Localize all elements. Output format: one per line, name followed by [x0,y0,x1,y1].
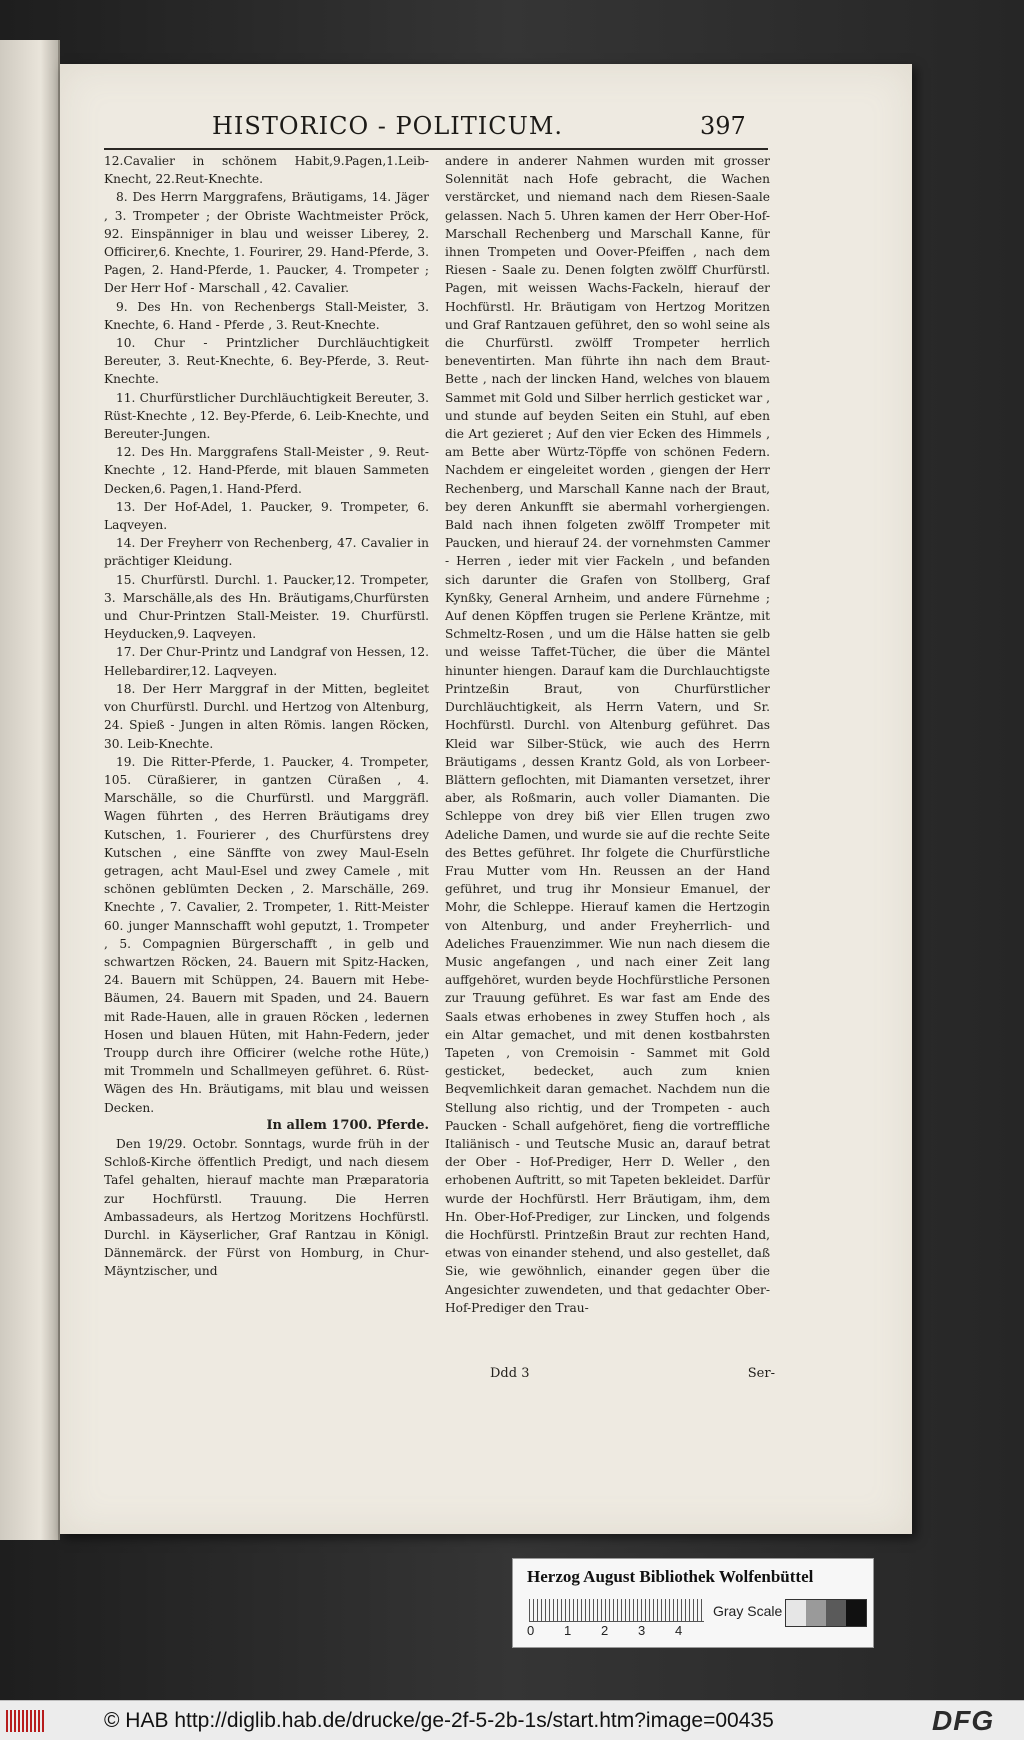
signature-mark: Ddd 3 [490,1366,530,1381]
paragraph: 9. Des Hn. von Rechenbergs Stall-Meister, 3. Knechte, 6. Hand - Pferde , 3. Reut-Knechte. [104,299,429,332]
left-text-column [104,152,429,1377]
total-line: In allem 1700. Pferde. [266,1117,429,1133]
ruler-number: 3 [638,1623,646,1638]
gray-swatch [846,1600,866,1626]
page-header-title: HISTORICO - POLITICUM. [212,112,564,140]
paragraph: andere in anderer Nahmen wurden mit grosser Solennität nach Hofe gebracht, die Wachen verstärcket, und niemand nach dem Riesen-Saale gelassen. Nach 5. Uhren kamen der Herr Ober-Hof-Marschall Rechenberg und Marschall Kanne, für ihnen Trompeten und Oover-Pfeiffen , nach dem Riesen - Saale zu. Denen folgten zwölff Churfürstl. Pagen, mit weissen Wachs-Fackeln, hierauf der Hochfürstl. Hr. Bräutigam von Hertzog Moritzen und Graf Rantzauen geführet, den so wohl seine als die Churfürstl. zwölff Trompeter herrlich beneventirten. Man führte ihn nach dem Braut-Bette , nach der lincken Hand, welches von blauem Sammet mit Gold und Silber herrlich gesticket war , und stunde auf beyden Seiten ein Stuhl, auf eben die Art gezieret ; Auf den vier Ecken des Himmels , am Bette aber Würtz-Töpffe von schönen Federn. Nachdem er eingeleitet worden , giengen der Herr Rechenberg, und Marschall Kanne nach der Braut, bey deren Ankunfft sie abermahl vorhergiengen. Bald nach ihnen folgeten zwölff Trompeter mit Paucken, und hierauf 24. der vornehmsten Cammer - Herren , ieder mit vier Fackeln , und befanden sich darunter die Grafen von Stollberg, Graf Kynßky, General Arnheim, und andere Fürnehme ; Auf denen Köpffen trugen sie Perlene Kräntze, mit Schmeltz-Rosen , und um die Hälse hatten sie gelb und weisse Taffet-Tücher, die über die Mäntel hinunter hiengen. Darauf kam die Durchlauchtigste Printzeßin Braut, von Churfürstlicher Durchläuchtigkeit, als Herrn Vatern, und Sr. Hochfürstl. Durchl. von Altenburg geführet. Das Kleid war Silber-Stück, wie auch des Herrn Bräutigams , dessen Krantz Gold, als von Lorbeer-Blättern geflochten, mit Diamanten versetzet, ihrer aber, als Roßmarin, auch voller Diamanten. Die Schleppe von drey biß vier Ellen trugen zwo Adeliche Damen, und wurde sie auf die rechte Seite des Bettes geführet. Ihr folgete die Churfürstliche Frau Mutter vom Hn. Reussen an der Hand geführet, und trug ihr Monsieur Emanuel, der Mohr, die Schleppe. Hierauf kamen die Hertzogin von Altenburg, und ander Freyherrlich- und Adeliches Frauenzimmer. Wie nun nach diesem die Music angefangen , und nach einer Zeit lang auffgehöret, wurden beyde Hochfürstliche Personen zur Trauung geführet. Es war fast am Ende des Saals etwas erhobenes in zwey Stuffen hoch , als ein Altar gemachet, und mit denen kostbahrsten Tapeten , von Cremoisin - Sammet mit Gold gesticket, bedecket, auch zum knien Beqvemlichkeit daran gemachet. Nachdem nun die Stellung also richtig, und der Trompeten - auch Paucken - Schall aufgehöret, fieng die vortreffliche Italiänisch - und Teutsche Music an, darauf betrat der Ober - Hof-Prediger, Herr D. Weller , den erhobenen Auftritt, so mit Tapeten bekleidet. Darfür wurde der Hochfürstl. Herr Bräutigam, ihm, dem Hn. Ober-Hof-Prediger, zur Lincken, und folgends die Hochfürstl. Printzeßin Braut zur rechten Hand, etwas von einander stehend, und also gestellet, daß Sie, wie gewöhnlich, einander gegen über die Angesichter zuwendeten, und that gedachter Ober-Hof-Prediger den Trau- [445,154,770,1315]
grayscale-label: Gray Scale [713,1603,783,1619]
paragraph: 15. Churfürstl. Durchl. 1. Paucker,12. Trompeter, 3. Marschälle,als des Hn. Bräutigams,Churfürsten und Chur-Printzen Stall-Meister. 19. Churfürstl. Heyducken,9. Laqveyen. [104,572,429,642]
ruler-number: 1 [564,1623,572,1638]
catchword: Ser- [747,1366,775,1381]
paragraph: 12.Cavalier in schönem Habit,9.Pagen,1.Leib-Knecht, 22.Reut-Knechte. [104,154,429,187]
ruler-number: 0 [527,1623,535,1638]
paragraph: 14. Der Freyherr von Rechenberg, 47. Cavalier in prächtiger Kleidung. [104,536,429,569]
paragraph: 8. Des Herrn Marggrafens, Bräutigams, 14. Jäger , 3. Trompeter ; der Obriste Wachtmeister Pröck, 92. Einspänniger in blau und weisser Liberey, 2. Officirer,6. Knechte, 1. Fourirer, 29. Hand-Pferde, 3. Pagen, 2. Hand-Pferde, 1. Paucker, 4. Trompeter ; Der Herr Hof - Marschall , 42. Cavalier. [104,190,429,296]
paragraph: 18. Der Herr Marggraf in der Mitten, begleitet von Churfürstl. Durchl. und Hertzog von Altenburg, 24. Spieß - Jungen in alten Römis. langen Röcken, 30. Leib-Knechte. [104,681,429,751]
paragraph: 11. Churfürstlicher Durchläuchtigkeit Bereuter, 3. Rüst-Knechte , 12. Bey-Pferde, 6. Leib-Knechte, und Bereuter-Jungen. [104,390,429,442]
right-text-column [445,152,770,1377]
header-rule [104,148,768,150]
dfg-logo: DFG [932,1705,995,1736]
footer-bar [0,1700,1024,1740]
left-page-edge [0,40,60,1540]
gray-swatch [786,1600,806,1626]
library-color-card [512,1558,874,1648]
scale-ruler [529,1599,704,1622]
library-name: Herzog August Bibliothek Wolfenbüttel [527,1567,814,1586]
paragraph: 19. Die Ritter-Pferde, 1. Paucker, 4. Trompeter, 105. Cüraßierer, in gantzen Cüraßen , 4. Marschälle, so die Churfürstl. und Marggräfl. Wagen führten , des Herren Bräutigams drey Kutschen, 1. Fourierer , des Churfürstens drey Kutschen , eine Sänffte von zwey Maul-Eseln getragen, acht Maul-Esel und zwey Camele , mit schönen geblümten Decken , 2. Marschälle, 269. Knechte , 7. Cavalier, 2. Trompeter, 1. Ritt-Meister 60. junger Mannschafft wohl geputzt, 1. Trompeter , 5. Compagnien Bürgerschafft , in gelb und schwartzen Röcken, 24. Bauern mit Spitz-Hacken, 24. Bauern mit Schüppen, 24. Bauern mit Hebe-Bäumen, 24. Bauern mit Spaden, und 24. Bauern mit Rade-Hauen, alle in grauen Röcken , ledernen Hosen und blauen Hüten, mit Hahn-Federn, jeder Troupp durch ihre Officirer (welche rothe Hüte,) mit Trommeln und Schallmeyen geführet. 6. Rüst-Wägen des Hn. Bräutigams, mit blau und weissen Decken. [104,754,429,1115]
ruler-number: 4 [675,1623,683,1638]
ruler-number: 2 [601,1623,609,1638]
paragraph: 10. Chur - Printzlicher Durchläuchtigkeit Bereuter, 3. Reut-Knechte, 6. Bey-Pferde, 3. Reut-Knechte. [104,336,429,387]
paragraph: 13. Der Hof-Adel, 1. Paucker, 9. Trompeter, 6. Laqveyen. [104,499,429,533]
paragraph: 12. Des Hn. Marggrafens Stall-Meister , 9. Reut-Knechte , 12. Hand-Pferde, mit blauen Sammeten Decken,6. Pagen,1. Hand-Pferd. [104,445,429,496]
ruler-numbers [527,1623,712,1638]
grayscale-swatches [785,1599,867,1627]
page-number: 397 [700,112,746,140]
footer-url[interactable]: © HAB http://diglib.hab.de/drucke/ge-2f-5-2b-1s/start.htm?image=00435 [104,1709,774,1732]
gray-swatch [826,1600,846,1626]
barcode-icon [6,1710,46,1732]
gray-swatch [806,1600,826,1626]
paragraph: 17. Der Chur-Printz und Landgraf von Hessen, 12. Hellebardirer,12. Laqveyen. [104,645,429,678]
catchwords-line [490,1366,775,1381]
paragraph: Den 19/29. Octobr. Sonntags, wurde früh in der Schloß-Kirche öffentlich Predigt, und nach diesem Tafel gehalten, hierauf machte man Præparatoria zur Hochfürstl. Trauung. Die Herren Ambassadeurs, als Hertzog Moritzens Hochfürstl. Durchl. in Käyserlicher, Graf Rantzau in Königl. Dännemärck. der Fürst von Homburg, in Chur-Mäyntzischer, und [104,1136,429,1279]
